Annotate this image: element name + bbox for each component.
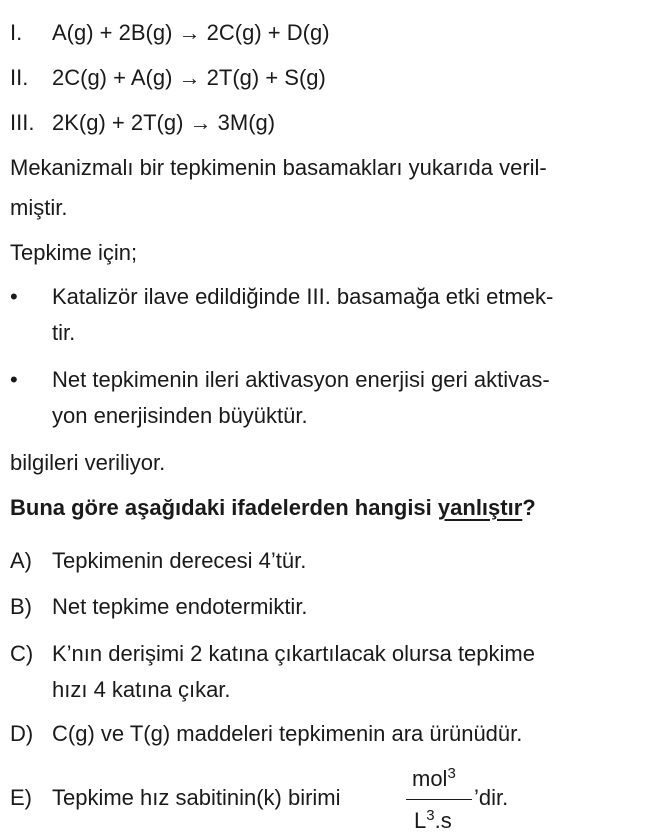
intro-line-2: miştir. — [10, 195, 68, 220]
bullet-line-2: tir. — [52, 320, 76, 345]
option-text-line-2: hızı 4 katına çıkar. — [52, 677, 231, 702]
reaction-number: II. — [10, 65, 29, 90]
numerator-base: mol — [412, 766, 448, 791]
bullet-dot: • — [10, 284, 18, 309]
reaction-number: I. — [10, 20, 23, 45]
question-underlined: yanlıştır — [437, 495, 523, 520]
reaction-equation: A(g) + 2B(g) → 2C(g) + D(g) — [52, 20, 330, 45]
option-letter: D) — [10, 721, 34, 746]
reaction-equation: 2K(g) + 2T(g) → 3M(g) — [52, 110, 276, 135]
question-after: ? — [522, 495, 536, 520]
bullet-line-2: yon enerjisinden büyüktür. — [52, 403, 308, 428]
option-letter: A) — [10, 548, 32, 573]
fraction-numerator — [412, 765, 456, 791]
option-letter: E) — [10, 785, 32, 810]
option-text: Tepkime hız sabitinin(k) birimi — [52, 785, 341, 810]
option-text: Tepkimenin derecesi 4’tür. — [52, 548, 307, 573]
fraction-denominator — [414, 807, 452, 833]
option-text-line-1: K’nın derişimi 2 katına çıkartılacak olursa tepkime — [52, 641, 535, 666]
unit-fraction — [406, 760, 472, 832]
option-letter: C) — [10, 641, 34, 666]
question-text — [10, 497, 536, 519]
question-before: Buna göre aşağıdaki ifadelerden hangisi — [10, 495, 438, 520]
bullet-line-1: Net tepkimenin ileri aktivasyon enerjisi geri aktivas- — [52, 367, 550, 392]
reaction-number: III. — [10, 110, 35, 135]
lead-text: Tepkime için; — [10, 240, 138, 265]
intro-line-1: Mekanizmalı bir tepkimenin basamakları yukarıda veril- — [10, 155, 547, 180]
option-text: Net tepkime endotermiktir. — [52, 594, 308, 619]
denominator-exponent: 3 — [426, 807, 435, 824]
denominator-tail: .s — [434, 808, 452, 833]
numerator-exponent: 3 — [447, 765, 456, 782]
option-suffix: ’dir. — [474, 785, 509, 810]
fraction-bar — [406, 799, 472, 800]
denominator-base: L — [414, 808, 427, 833]
info-text: bilgileri veriliyor. — [10, 450, 166, 475]
bullet-dot: • — [10, 367, 18, 392]
option-text: C(g) ve T(g) maddeleri tepkimenin ara ürünüdür. — [52, 721, 523, 746]
bullet-line-1: Katalizör ilave edildiğinde III. basamağa etki etmek- — [52, 284, 554, 309]
reaction-equation: 2C(g) + A(g) → 2T(g) + S(g) — [52, 65, 326, 90]
option-letter: B) — [10, 594, 32, 619]
